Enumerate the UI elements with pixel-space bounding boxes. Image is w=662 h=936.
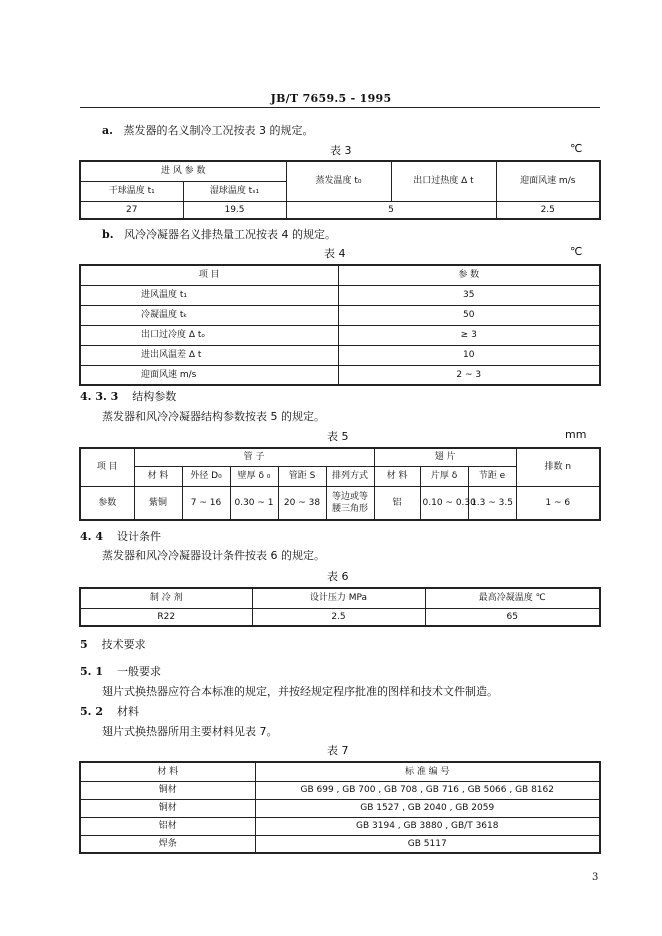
t3-val-evap-superheat: 5 — [286, 201, 496, 219]
t5-sub: 壁厚 δ ₀ — [230, 466, 278, 486]
t4-value: 2 ~ 3 — [338, 365, 600, 385]
t5-val-arrangement — [326, 486, 374, 520]
t5-arrangement-line1: 等边或等 — [332, 491, 369, 502]
section-number: 5 — [80, 638, 88, 651]
t5-val: 0.10 ~ 0.30 — [420, 486, 468, 520]
t4-value: 35 — [338, 285, 600, 305]
t6-val: 2.5 — [252, 608, 425, 626]
t4-item: 迎面风速 m/s — [80, 365, 338, 385]
t7-standards: GB 3194 , GB 3880 , GB/T 3618 — [255, 817, 600, 835]
section-number: 5. 1 — [80, 665, 103, 678]
section-4-3-3-heading — [80, 388, 176, 404]
section-title: 材料 — [116, 705, 139, 718]
t6-val: R22 — [80, 608, 252, 626]
t3-col-velocity: 迎面风速 m/s — [496, 161, 600, 201]
t6-head: 制 冷 剂 — [80, 588, 252, 608]
t5-sub: 外径 D₀ — [182, 466, 230, 486]
t6-head: 设计压力 MPa — [252, 588, 425, 608]
t5-val: 1 ~ 6 — [516, 486, 600, 520]
t4-item: 进出风温差 Δ t — [80, 345, 338, 365]
section-title: 一般要求 — [116, 665, 161, 678]
t7-material: 铜材 — [80, 799, 255, 817]
table6-caption: 表 6 — [327, 570, 349, 583]
t3-val-velocity: 2.5 — [496, 201, 600, 219]
t7-material: 铜材 — [80, 781, 255, 799]
t5-row-label: 参数 — [80, 486, 134, 520]
t5-sub: 排列方式 — [326, 466, 374, 486]
t3-col-wet: 湿球温度 tₛ₁ — [183, 181, 286, 201]
header-rule — [80, 107, 600, 108]
document-header: JB/T 7659.5 - 1995 — [270, 92, 392, 105]
page-number: 3 — [592, 872, 599, 883]
t5-sub: 片厚 δ — [420, 466, 468, 486]
table7-caption: 表 7 — [327, 744, 349, 757]
t7-standards: GB 699 , GB 700 , GB 708 , GB 716 , GB 5066 , GB 8162 — [255, 781, 600, 799]
t4-item: 冷凝温度 tₖ — [80, 305, 338, 325]
t3-col-dry: 干球温度 t₁ — [80, 181, 183, 201]
table4-caption: 表 4 — [324, 247, 346, 260]
table3-caption: 表 3 — [330, 144, 352, 157]
t5-val: 紫铜 — [134, 486, 182, 520]
section-title: 技术要求 — [101, 638, 146, 651]
t4-item: 出口过冷度 Δ tₒ — [80, 325, 338, 345]
t5-val: 1.3 ~ 3.5 — [468, 486, 516, 520]
section-title: 结构参数 — [132, 390, 177, 403]
t5-val: 20 ~ 38 — [278, 486, 326, 520]
t5-val: 0.30 ~ 1 — [230, 486, 278, 520]
table-4 — [79, 264, 601, 386]
section-5-2-heading — [80, 703, 139, 719]
t3-col-superheat: 出口过热度 Δ t — [391, 161, 496, 201]
clause-b-text: 风冷冷凝器名义排热量工况按表 4 的规定。 — [124, 228, 337, 241]
clause-b-marker: b. — [102, 228, 114, 241]
t5-sub: 节距 e — [468, 466, 516, 486]
t4-value: 50 — [338, 305, 600, 325]
t3-val-wet: 19.5 — [183, 201, 286, 219]
clause-a — [102, 122, 313, 138]
section-5-heading — [80, 636, 146, 652]
t4-item: 进风温度 t₁ — [80, 285, 338, 305]
t7-head: 材 料 — [80, 762, 255, 781]
t3-val-dry: 27 — [80, 201, 183, 219]
t7-material: 焊条 — [80, 835, 255, 853]
table-6 — [79, 587, 601, 627]
t5-val: 7 ~ 16 — [182, 486, 230, 520]
section-number: 5. 2 — [80, 705, 103, 718]
clause-b — [102, 226, 336, 242]
section-4-3-3-text: 蒸发器和风冷冷凝器结构参数按表 5 的规定。 — [102, 410, 325, 423]
section-4-4-heading — [80, 528, 161, 544]
section-title: 设计条件 — [116, 530, 161, 543]
table5-caption: 表 5 — [327, 430, 349, 443]
t4-head-item: 项 目 — [80, 265, 338, 285]
t5-sub: 管距 S — [278, 466, 326, 486]
t5-sub: 材 料 — [374, 466, 420, 486]
t5-rows-count: 排数 n — [516, 448, 600, 486]
t4-value: ≥ 3 — [338, 325, 600, 345]
table-7 — [79, 761, 601, 854]
t5-arrangement-line2: 腰三角形 — [332, 503, 369, 514]
table-3 — [79, 160, 601, 220]
t5-val: 铝 — [374, 486, 420, 520]
t5-fin: 翅 片 — [374, 448, 516, 466]
table3-unit: ℃ — [570, 142, 583, 155]
t3-col-evap: 蒸发温度 t₀ — [286, 161, 391, 201]
section-5-2-text: 翅片式换热器所用主要材料见表 7。 — [102, 725, 278, 738]
section-5-1-text: 翅片式换热器应符合本标准的规定，并按经规定程序批准的图样和技术文件制造。 — [102, 685, 498, 698]
t7-head: 标 准 编 号 — [255, 762, 600, 781]
t4-value: 10 — [338, 345, 600, 365]
section-4-4-text: 蒸发器和风冷冷凝器设计条件按表 6 的规定。 — [102, 549, 325, 562]
t7-material: 铝材 — [80, 817, 255, 835]
t6-val: 65 — [425, 608, 600, 626]
section-number: 4. 3. 3 — [80, 390, 119, 403]
t5-item: 项 目 — [80, 448, 134, 486]
clause-a-text: 蒸发器的名义制冷工况按表 3 的规定。 — [123, 124, 314, 137]
t5-sub: 材 料 — [134, 466, 182, 486]
clause-a-marker: a. — [102, 124, 113, 137]
t5-tube: 管 子 — [134, 448, 374, 466]
t7-standards: GB 1527 , GB 2040 , GB 2059 — [255, 799, 600, 817]
section-number: 4. 4 — [80, 530, 103, 543]
section-5-1-heading — [80, 663, 161, 679]
table4-unit: ℃ — [570, 245, 583, 258]
t6-head: 最高冷凝温度 ℃ — [425, 588, 600, 608]
t7-standards: GB 5117 — [255, 835, 600, 853]
table5-unit: mm — [565, 428, 587, 441]
table-5 — [79, 447, 601, 521]
t4-head-param: 参 数 — [338, 265, 600, 285]
t3-group-header: 进 风 参 数 — [80, 161, 286, 181]
